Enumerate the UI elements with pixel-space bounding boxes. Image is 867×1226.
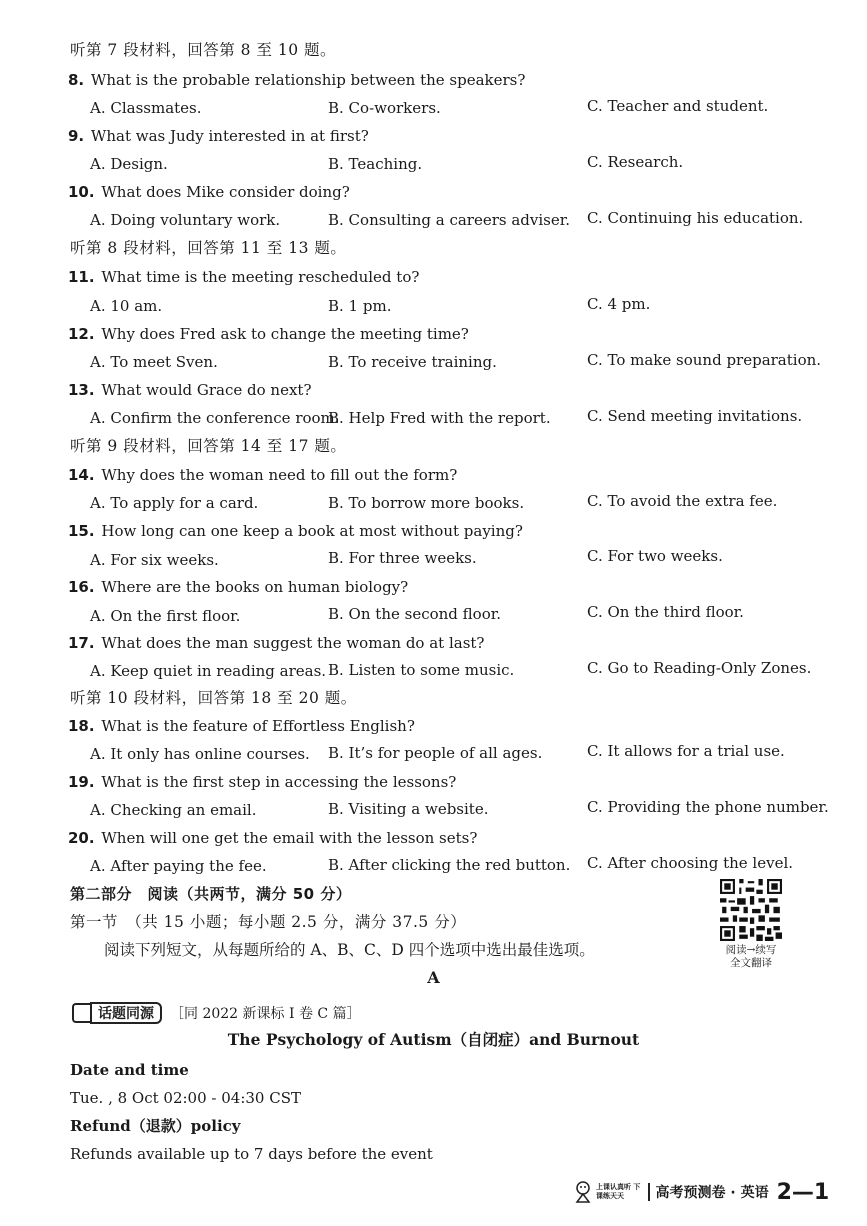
date-heading: Date and time: [70, 1061, 189, 1079]
option-a: A. Doing voluntary work.: [90, 211, 281, 229]
option-c: C. After choosing the level.: [587, 854, 794, 872]
question-text: What does Mike consider doing?: [101, 183, 350, 201]
refund-value: Refunds available up to 7 days before the event: [70, 1145, 433, 1163]
option-a: A. Keep quiet in reading areas.: [90, 662, 327, 680]
option-a: A. 10 am.: [90, 297, 163, 315]
option-c: C. Go to Reading-Only Zones.: [587, 659, 812, 677]
brand-logo-icon: [572, 1180, 642, 1204]
section-heading: 听第 8 段材料，回答第 11 至 13 题。: [70, 239, 347, 257]
question-text: How long can one keep a book at most without paying?: [101, 522, 523, 540]
question-number: 19.: [68, 773, 95, 791]
option-c: C. Teacher and student.: [587, 97, 769, 115]
question-18: [68, 716, 415, 736]
option-b: B. Help Fred with the report.: [328, 409, 551, 427]
question-number: 11.: [68, 268, 95, 286]
question-text: What is the first step in accessing the lessons?: [101, 773, 457, 791]
qr-caption-line2: 全文翻译: [730, 957, 772, 969]
option-a: A. To apply for a card.: [90, 494, 259, 512]
option-c: C. To make sound preparation.: [587, 351, 822, 369]
topic-tag-label: 话题同源: [90, 1002, 162, 1024]
qr-caption-line1: 阅读→续写: [725, 944, 777, 956]
question-number: 14.: [68, 466, 95, 484]
book-tab-icon: [72, 1003, 90, 1023]
option-a: A. Classmates.: [90, 99, 202, 117]
option-b: B. Listen to some music.: [328, 661, 515, 679]
question-number: 20.: [68, 829, 95, 847]
option-b: B. On the second floor.: [328, 605, 502, 623]
section-heading: 听第 9 段材料，回答第 14 至 17 题。: [70, 437, 347, 455]
option-b: B. Consulting a careers adviser.: [328, 211, 571, 229]
topic-tag: [72, 1001, 361, 1025]
question-text: Where are the books on human biology?: [101, 578, 409, 596]
option-c: C. 4 pm.: [587, 295, 651, 313]
question-10: [68, 182, 350, 202]
question-number: 18.: [68, 717, 95, 735]
question-14: [68, 465, 457, 485]
part-two-heading: 第二部分 阅读（共两节，满分 50 分）: [70, 885, 352, 903]
option-b: B. It’s for people of all ages.: [328, 744, 543, 762]
question-text: Why does Fred ask to change the meeting time?: [101, 325, 469, 343]
question-text: What time is the meeting rescheduled to?: [101, 268, 420, 286]
option-a: A. Design.: [90, 155, 168, 173]
footer-divider: [648, 1183, 650, 1201]
question-text: What was Judy interested in at first?: [90, 127, 369, 145]
question-20: [68, 828, 477, 848]
option-c: C. Continuing his education.: [587, 209, 804, 227]
question-number: 9.: [68, 127, 85, 145]
option-b: B. Visiting a website.: [328, 800, 489, 818]
question-text: What would Grace do next?: [101, 381, 312, 399]
question-11: [68, 267, 419, 287]
option-b: B. To borrow more books.: [328, 494, 525, 512]
article-title: The Psychology of Autism（自闭症）and Burnout: [227, 1030, 640, 1049]
question-number: 10.: [68, 183, 95, 201]
option-a: A. For six weeks.: [90, 551, 219, 569]
question-text: What is the probable relationship between the speakers?: [90, 71, 526, 89]
question-8: [68, 70, 525, 90]
mascot-icon: [572, 1180, 594, 1204]
section-heading: 听第 10 段材料，回答第 18 至 20 题。: [70, 689, 357, 707]
section-one-heading: 第一节 （共 15 小题；每小题 2.5 分，满分 37.5 分）: [70, 913, 467, 931]
reading-instruction: 阅读下列短文，从每题所给的 A、B、C、D 四个选项中选出最佳选项。: [104, 941, 595, 959]
topic-tag-source: ［同 2022 新课标 I 卷 C 篇］: [170, 1006, 361, 1022]
question-text: What does the man suggest the woman do at last?: [101, 634, 485, 652]
option-c: C. On the third floor.: [587, 603, 744, 621]
question-text: What is the feature of Effortless English?: [101, 717, 415, 735]
option-a: A. Confirm the conference room.: [90, 409, 340, 427]
question-number: 17.: [68, 634, 95, 652]
question-15: [68, 521, 523, 541]
passage-label: A: [427, 968, 440, 987]
option-a: A. Checking an email.: [90, 801, 257, 819]
question-9: [68, 126, 369, 146]
option-c: C. Research.: [587, 153, 684, 171]
option-a: A. It only has online courses.: [90, 745, 310, 763]
option-b: B. For three weeks.: [328, 549, 477, 567]
option-b: B. After clicking the red button.: [328, 856, 571, 874]
option-a: A. On the first floor.: [90, 607, 241, 625]
option-a: A. To meet Sven.: [90, 353, 218, 371]
refund-heading: Refund（退款）policy: [70, 1117, 241, 1135]
question-number: 8.: [68, 71, 85, 89]
option-a: A. After paying the fee.: [90, 857, 267, 875]
question-16: [68, 577, 408, 597]
question-text: When will one get the email with the lesson sets?: [101, 829, 478, 847]
option-c: C. Providing the phone number.: [587, 798, 829, 816]
option-b: B. Co-workers.: [328, 99, 441, 117]
question-12: [68, 324, 469, 344]
footer-book-title: 高考预测卷 · 英语: [655, 1185, 769, 1201]
question-13: [68, 380, 311, 400]
question-number: 12.: [68, 325, 95, 343]
page-footer: [572, 1177, 829, 1207]
option-b: B. Teaching.: [328, 155, 423, 173]
question-number: 13.: [68, 381, 95, 399]
question-17: [68, 633, 484, 653]
option-b: B. 1 pm.: [328, 297, 392, 315]
section-heading: 听第 7 段材料，回答第 8 至 10 题。: [70, 41, 337, 59]
option-c: C. It allows for a trial use.: [587, 742, 785, 760]
footer-page-number: 2—1: [776, 1179, 830, 1205]
question-number: 15.: [68, 522, 95, 540]
date-value: Tue. , 8 Oct 02:00 - 04:30 CST: [70, 1089, 302, 1107]
option-b: B. To receive training.: [328, 353, 497, 371]
option-c: C. To avoid the extra fee.: [587, 492, 778, 510]
question-number: 16.: [68, 578, 95, 596]
question-19: [68, 772, 456, 792]
qr-code-icon[interactable]: [720, 879, 782, 941]
option-c: C. For two weeks.: [587, 547, 723, 565]
brand-logo-text: 上课认真听 下课练天天: [596, 1183, 641, 1200]
question-text: Why does the woman need to fill out the form?: [101, 466, 458, 484]
option-c: C. Send meeting invitations.: [587, 407, 803, 425]
